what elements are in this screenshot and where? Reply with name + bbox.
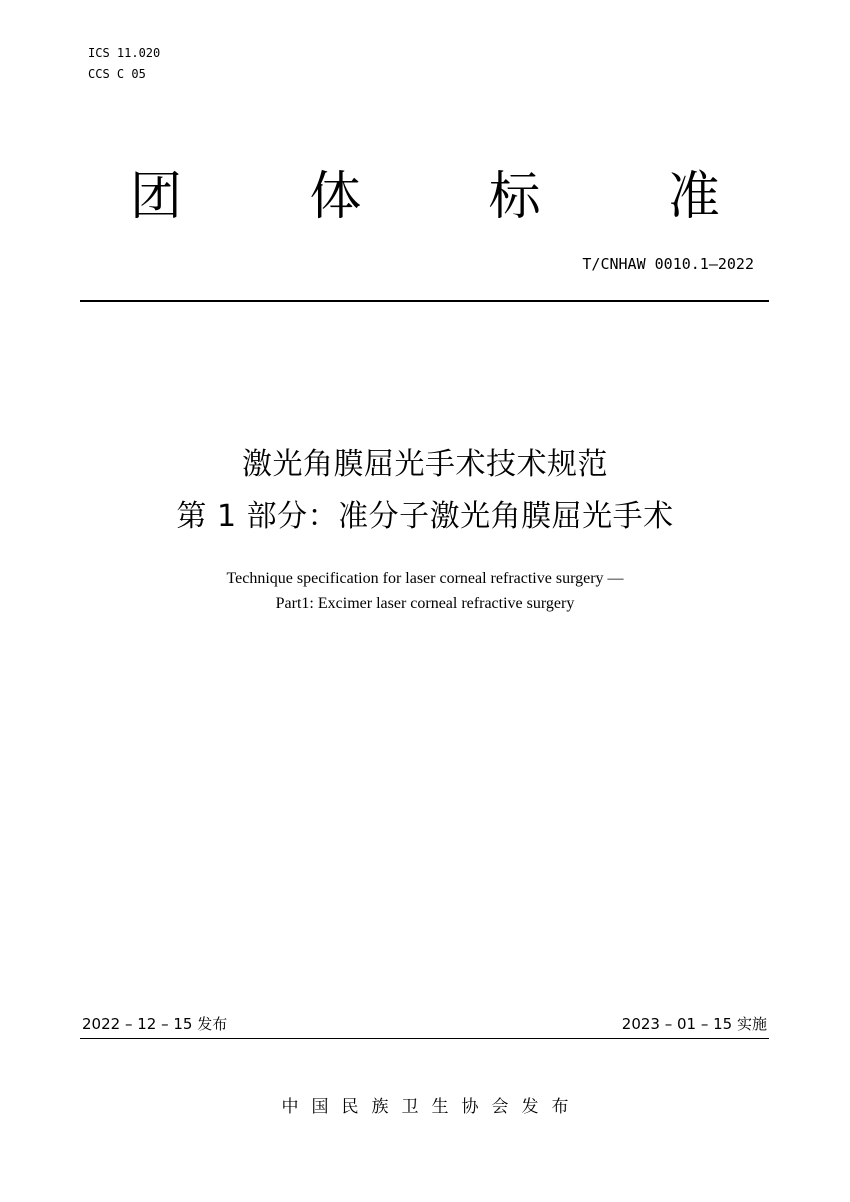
ccs-code: CCS C 05 bbox=[88, 67, 146, 81]
doc-type-char-1: 团 bbox=[130, 167, 183, 227]
ics-code: ICS 11.020 bbox=[88, 46, 161, 60]
doc-type-char-3: 标 bbox=[488, 167, 541, 227]
title-chinese-line-1: 激光角膜屈光手术技术规范 bbox=[242, 447, 608, 482]
issue-date: 2022 – 12 – 15 发布 bbox=[82, 1015, 228, 1033]
date-row bbox=[80, 1012, 769, 1036]
title-chinese-line-2: 第 1 部分：准分子激光角膜屈光手术 bbox=[176, 499, 674, 534]
standard-number: T/CNHAW 0010.1—2022 bbox=[582, 255, 754, 273]
title-english-line-1: Technique specification for laser corneal refractive surgery — bbox=[226, 570, 624, 587]
implementation-date: 2023 – 01 – 15 实施 bbox=[621, 1015, 767, 1033]
title-english-line-2: Part1: Excimer laser corneal refractive surgery bbox=[275, 595, 575, 612]
doc-type-char-2: 体 bbox=[309, 167, 362, 227]
document-type-heading bbox=[130, 162, 720, 232]
header-divider bbox=[80, 300, 769, 302]
footer-divider bbox=[80, 1038, 769, 1039]
publisher: 中国民族卫生协会发布 bbox=[281, 1097, 582, 1117]
doc-type-char-4: 准 bbox=[667, 167, 720, 227]
classification-codes bbox=[88, 43, 160, 85]
